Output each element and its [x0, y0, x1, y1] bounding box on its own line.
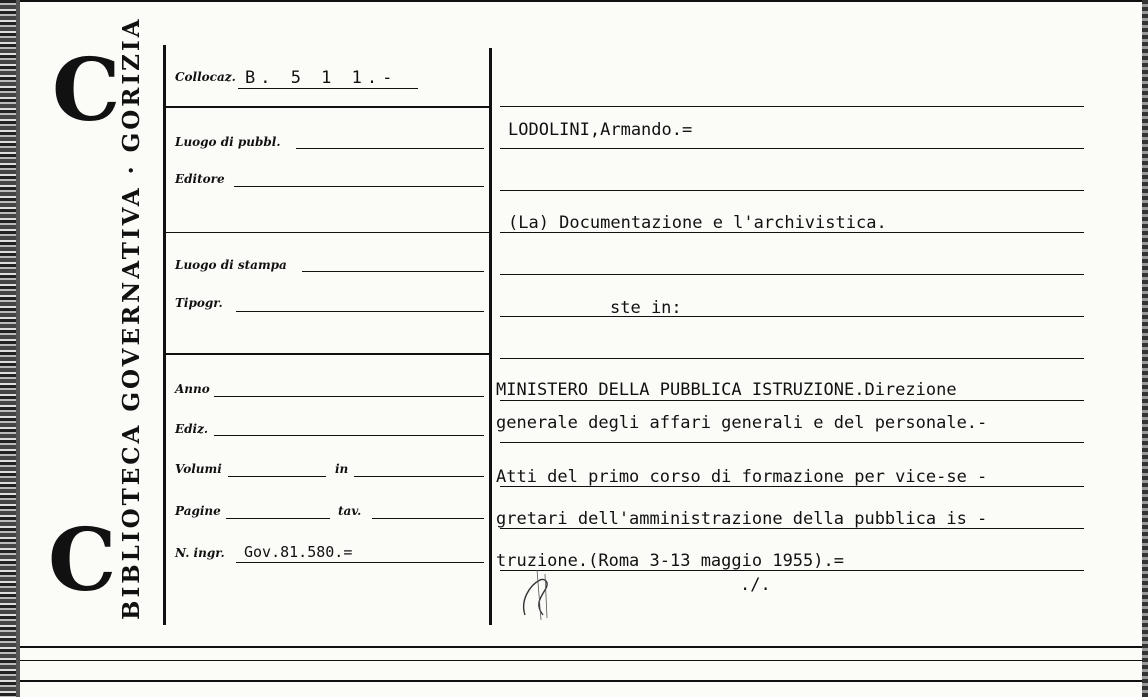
- rule-r2: [500, 148, 1084, 149]
- card-edge-right: [1142, 0, 1148, 697]
- line-volumi: [228, 476, 326, 477]
- value-collocazione: B. 5 1 1.-: [245, 68, 398, 88]
- entry-line-4: gretari dell'amministrazione della pubblica is -: [496, 509, 988, 529]
- entry-line-3: Atti del primo corso di formazione per vice-se -: [496, 467, 988, 487]
- label-n-ingr: N. ingr.: [175, 546, 225, 560]
- line-n-ingr: [236, 562, 484, 563]
- label-tav: tav.: [338, 504, 362, 518]
- institution-name: BIBLIOTECA GOVERNATIVA · GORIZIA: [118, 16, 145, 620]
- label-editore: Editore: [175, 172, 225, 186]
- entry-author: LODOLINI,Armando.=: [508, 120, 693, 140]
- label-ediz: Ediz.: [175, 422, 209, 436]
- rule-r8: [500, 400, 1084, 401]
- entry-in-label: ste in:: [610, 298, 682, 318]
- value-n-ingr: Gov.81.580.=: [244, 543, 353, 561]
- left-column-rule: [163, 45, 166, 625]
- label-anno: Anno: [175, 382, 210, 396]
- bottom-rule: [20, 646, 1142, 648]
- middle-column-rule: [489, 48, 492, 625]
- sep-editore: [166, 232, 489, 233]
- entry-line-2: generale degli affari generali e del personale.-: [496, 413, 988, 433]
- label-in: in: [335, 462, 349, 476]
- label-luogo-stampa: Luogo di stampa: [175, 258, 287, 272]
- bottom-rule-2: [20, 660, 1142, 661]
- rule-r7: [500, 358, 1084, 359]
- card-edge-left-shadow: [16, 0, 20, 697]
- bottom-edge-line: [20, 680, 1142, 682]
- line-in: [354, 476, 484, 477]
- line-anno: [214, 396, 484, 397]
- line-editore: [234, 186, 484, 187]
- rule-r9: [500, 442, 1084, 443]
- library-logo-top: C: [52, 40, 121, 141]
- label-luogo-pubbl: Luogo di pubbl.: [175, 135, 281, 149]
- library-logo-bottom: C: [48, 510, 117, 611]
- line-tipogr: [236, 311, 484, 312]
- rule-r1: [500, 106, 1084, 107]
- label-pagine: Pagine: [175, 504, 221, 518]
- line-pagine: [226, 518, 330, 519]
- stamp-mark: [515, 560, 565, 625]
- label-tipogr: Tipogr.: [175, 296, 223, 310]
- line-collocazione: [238, 88, 418, 89]
- entry-line-5: truzione.(Roma 3-13 maggio 1955).=: [496, 551, 844, 571]
- sep-collocazione: [166, 106, 489, 108]
- sep-tipogr: [166, 353, 489, 355]
- rule-r5: [500, 274, 1084, 275]
- label-collocazione: Collocaz.: [175, 70, 236, 84]
- entry-line-1: MINISTERO DELLA PUBBLICA ISTRUZIONE.Direzione: [496, 380, 957, 400]
- line-luogo-stampa: [302, 271, 484, 272]
- line-luogo-pubbl: [296, 148, 484, 149]
- rule-r6: [500, 316, 1084, 317]
- top-edge-line: [20, 0, 1142, 2]
- entry-title: (La) Documentazione e l'archivistica.: [508, 213, 887, 233]
- rule-r3: [500, 190, 1084, 191]
- line-tav: [372, 518, 484, 519]
- label-volumi: Volumi: [175, 462, 222, 476]
- entry-continuation: ./.: [740, 575, 771, 595]
- line-ediz: [214, 435, 484, 436]
- card-edge-left: [0, 0, 16, 697]
